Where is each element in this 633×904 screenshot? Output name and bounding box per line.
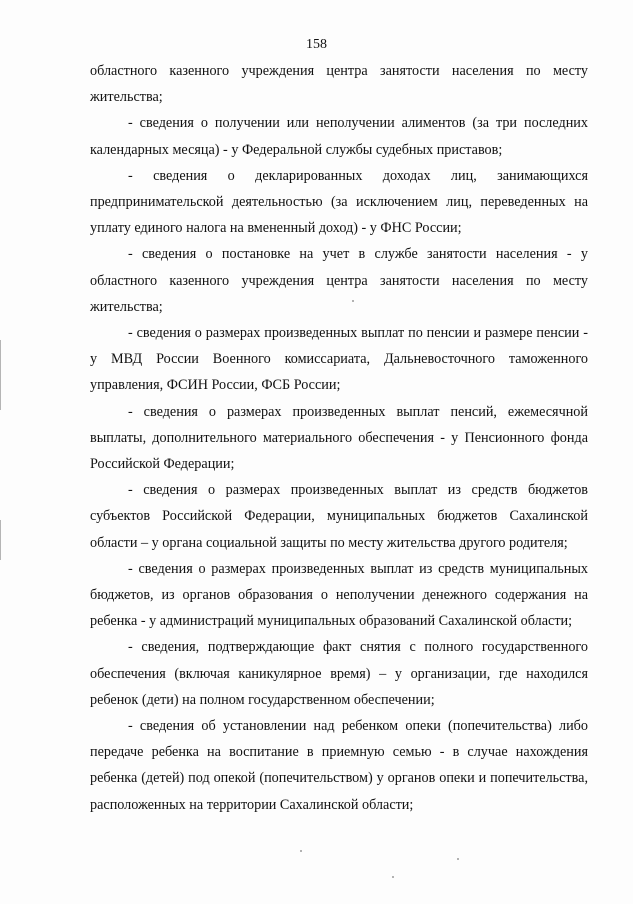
paragraph-7: - сведения о размерах произведенных выплат из средств бюджетов субъектов Российской Федерации, муниципальных бюджетов Сахалинской области – у органа социальной защиты по месту жительства другого родителя; [90,482,588,551]
paragraph-5: - сведения о размерах произведенных выплат по пенсии и размере пенсии - у МВД России Военного комиссариата, Дальневосточного таможенного управления, ФСИН России, ФСБ России; [90,325,588,394]
document-body [90,58,588,818]
scan-speck [300,850,302,852]
paragraph-8: - сведения о размерах произведенных выплат из средств муниципальных бюджетов, из органов образования о неполучении денежного содержания на ребенка - у администраций муниципальных образований Сахалинской области; [90,560,588,630]
scan-edge-mark [0,520,1,560]
scan-edge-mark [0,340,1,410]
paragraph-9: - сведения, подтверждающие факт снятия с полного государственного обеспечения (включая каникулярное время) – у организации, где находился ребенок (дети) на полном государственном обеспечении; [90,639,588,708]
paragraph-6: - сведения о размерах произведенных выплат пенсий, ежемесячной выплаты, дополнительного материального обеспечения - у Пенсионного фонда Российской Федерации; [90,403,588,473]
paragraph-2: - сведения о получении или неполучении алиментов (за три последних календарных месяца) - у Федеральной службы судебных приставов; [90,115,588,158]
paragraph-3: - сведения о декларированных доходах лиц, занимающихся предпринимательской деятельностью (за исключением лиц, переведенных на уплату единого налога на вмененный доход) - у ФНС России; [90,167,588,237]
scan-speck [392,876,394,878]
paragraph-1: областного казенного учреждения центра занятости населения по месту жительства; [90,63,588,106]
scan-speck [352,300,354,302]
paragraph-10: - сведения об установлении над ребенком опеки (попечительства) либо передаче ребенка на воспитание в приемную семью - в случае нахождения ребенка (детей) под опекой (попечительством) у органов опеки и попечительства, расположенных на территории Сахалинской области; [90,718,588,813]
page-number: 158 [306,37,327,52]
scan-speck [457,858,459,860]
paragraph-4: - сведения о постановке на учет в службе занятости населения - у областного казенного учреждения центра занятости населения по месту жительства; [90,246,588,315]
